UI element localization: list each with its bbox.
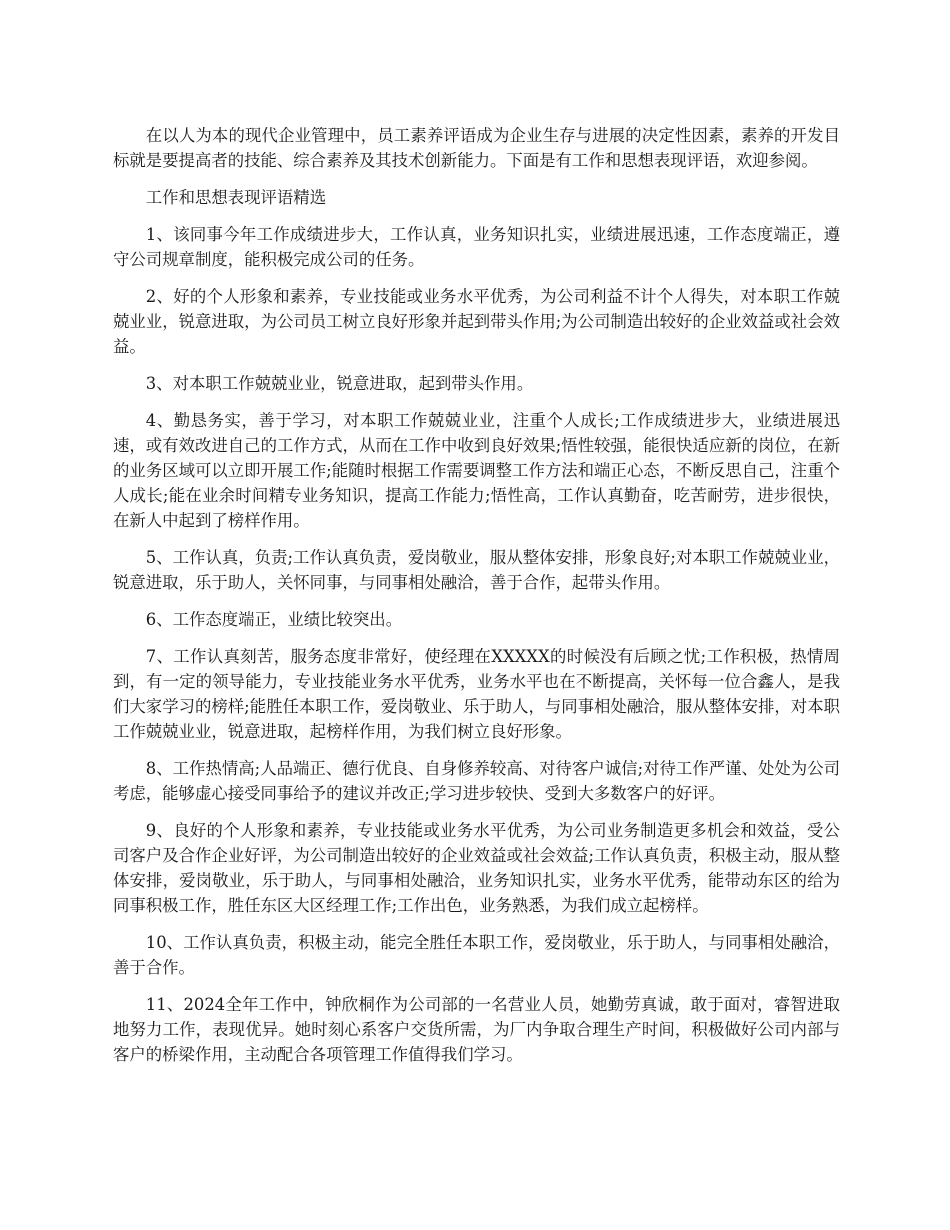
comment-item-4: 4、勤恳务实，善于学习，对本职工作兢兢业业，注重个人成长;工作成绩进步大，业绩进展迅速，或有效改进自己的工作方式，从而在工作中收到良好效果;悟性较强，能很快适应新的岗位，在新的业务区域可以立即开展工作;能随时根据工作需要调整工作方法和端正心态，不断反思自己，注重个人成长;能在业余时间精专业务知识，提高工作能力;悟性高，工作认真勤奋，吃苦耐劳，进步很快，在新人中起到了榜样作用。	[113, 411, 840, 530]
comment-item-3: 3、对本职工作兢兢业业，锐意进取，起到带头作用。	[145, 374, 534, 393]
comment-item-6: 6、工作态度端正，业绩比较突出。	[145, 610, 403, 629]
document-body	[113, 123, 840, 1079]
comment-item-8: 8、工作热情高;人品端正、德行优良、自身修养较高、对待客户诚信;对待工作严谨、处处为公司考虑，能够虚心接受同事给予的建议并改正;学习进步较快、受到大多数客户的好评。	[113, 759, 840, 803]
comment-item-10: 10、工作认真负责，积极主动，能完全胜任本职工作，爱岗敬业，乐于助人，与同事相处融洽，善于合作。	[113, 933, 840, 977]
comment-item-5: 5、工作认真，负责;工作认真负责，爱岗敬业，服从整体安排，形象良好;对本职工作兢兢业业，锐意进取，乐于助人，关怀同事，与同事相处融洽，善于合作，起带头作用。	[113, 548, 840, 592]
comment-item-1: 1、该同事今年工作成绩进步大，工作认真，业务知识扎实，业绩进展迅速，工作态度端正，遵守公司规章制度，能积极完成公司的任务。	[113, 225, 840, 269]
comment-item-2: 2、好的个人形象和素养，专业技能或业务水平优秀，为公司利益不计个人得失，对本职工作兢兢业业，锐意进取，为公司员工树立良好形象并起到带头作用;为公司制造出较好的企业效益或社会效益。	[113, 287, 840, 356]
comment-item-9: 9、良好的个人形象和素养，专业技能或业务水平优秀，为公司业务制造更多机会和效益，受公司客户及合作企业好评，为公司制造出较好的企业效益或社会效益;工作认真负责，积极主动，服从整体安排，爱岗敬业，乐于助人，与同事相处融洽，业务知识扎实，业务水平优秀，能带动东区的给为同事积极工作，胜任东区大区经理工作;工作出色，业务熟悉，为我们成立起榜样。	[113, 821, 840, 915]
comment-item-11: 11、2024全年工作中，钟欣桐作为公司部的一名营业人员，她勤劳真诚，敢于面对，睿智进取地努力工作，表现优异。她时刻心系客户交货所需，为厂内争取合理生产时间，积极做好公司内部与客户的桥梁作用，主动配合各项管理工作值得我们学习。	[113, 995, 840, 1064]
comment-item-7: 7、工作认真刻苦，服务态度非常好，使经理在XXXXX的时候没有后顾之忧;工作积极，热情周到，有一定的领导能力，专业技能业务水平优秀，业务水平也在不断提高，关怀每一位合鑫人，是我们大家学习的榜样;能胜任本职工作，爱岗敬业、乐于助人，与同事相处融洽，服从整体安排，对本职工作兢兢业业，锐意进取，起榜样作用，为我们树立良好形象。	[113, 647, 840, 741]
intro-paragraph: 在以人为本的现代企业管理中，员工素养评语成为企业生存与进展的决定性因素，素养的开发目标就是要提高者的技能、综合素养及其技术创新能力。下面是有工作和思想表现评语，欢迎参阅。	[113, 126, 840, 170]
section-heading: 工作和思想表现评语精选	[145, 188, 327, 207]
